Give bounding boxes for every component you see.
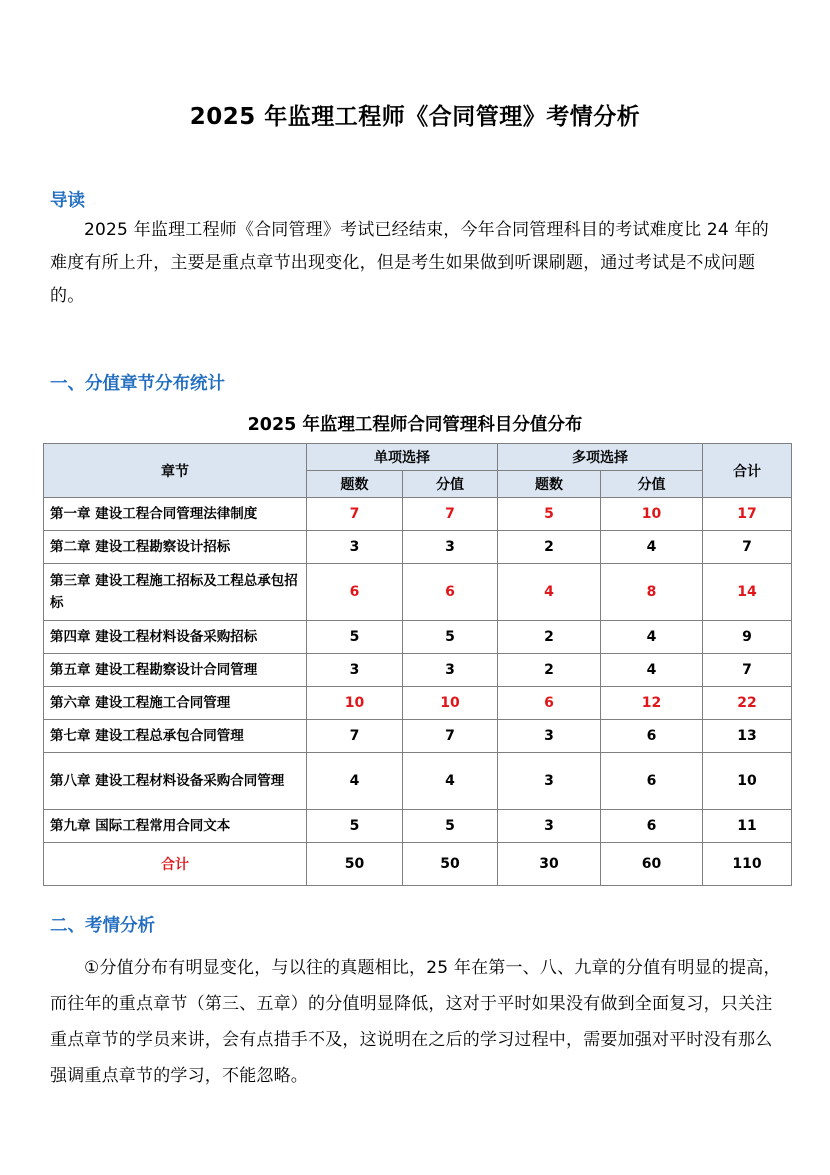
table-row	[44, 621, 792, 654]
single-count-cell: 3	[307, 531, 403, 564]
single-score-cell: 7	[403, 720, 498, 753]
header-single-choice: 单项选择	[307, 444, 498, 471]
single-count-cell: 5	[307, 621, 403, 654]
sum-single-count-cell: 50	[307, 843, 403, 886]
single-score-cell: 6	[403, 564, 498, 621]
chapter-cell: 第四章 建设工程材料设备采购招标	[44, 621, 307, 654]
header-chapter: 章节	[44, 444, 307, 498]
sum-single-score-cell: 50	[403, 843, 498, 886]
score-distribution-table	[43, 443, 792, 886]
section-heading-distribution: 一、分值章节分布统计	[50, 374, 225, 394]
multi-score-cell: 4	[601, 621, 703, 654]
multi-score-cell: 6	[601, 753, 703, 810]
header-single-score: 分值	[403, 471, 498, 498]
table-row	[44, 810, 792, 843]
table-row	[44, 687, 792, 720]
header-single-count: 题数	[307, 471, 403, 498]
table-row	[44, 498, 792, 531]
multi-count-cell: 2	[498, 531, 601, 564]
total-cell: 9	[703, 621, 792, 654]
single-score-cell: 3	[403, 531, 498, 564]
chapter-cell: 第二章 建设工程勘察设计招标	[44, 531, 307, 564]
single-count-cell: 5	[307, 810, 403, 843]
single-score-cell: 10	[403, 687, 498, 720]
total-cell: 22	[703, 687, 792, 720]
multi-count-cell: 2	[498, 621, 601, 654]
table-caption: 2025 年监理工程师合同管理科目分值分布	[247, 415, 583, 435]
single-score-cell: 7	[403, 498, 498, 531]
multi-score-cell: 8	[601, 564, 703, 621]
total-cell: 7	[703, 654, 792, 687]
single-count-cell: 4	[307, 753, 403, 810]
single-count-cell: 3	[307, 654, 403, 687]
single-count-cell: 6	[307, 564, 403, 621]
header-multi-score: 分值	[601, 471, 703, 498]
total-cell: 7	[703, 531, 792, 564]
header-multi-choice: 多项选择	[498, 444, 703, 471]
single-score-cell: 4	[403, 753, 498, 810]
total-cell: 13	[703, 720, 792, 753]
multi-count-cell: 4	[498, 564, 601, 621]
total-cell: 11	[703, 810, 792, 843]
table-row	[44, 531, 792, 564]
total-cell: 14	[703, 564, 792, 621]
chapter-cell: 第五章 建设工程勘察设计合同管理	[44, 654, 307, 687]
sum-multi-score-cell: 60	[601, 843, 703, 886]
header-total: 合计	[703, 444, 792, 498]
single-count-cell: 7	[307, 498, 403, 531]
multi-score-cell: 4	[601, 654, 703, 687]
section-heading-analysis: 二、考情分析	[50, 916, 155, 936]
page-title: 2025 年监理工程师《合同管理》考情分析	[189, 104, 641, 130]
multi-count-cell: 2	[498, 654, 601, 687]
intro-paragraph: 2025 年监理工程师《合同管理》考试已经结束，今年合同管理科目的考试难度比 24 年的难度有所上升，主要是重点章节出现变化，但是考生如果做到听课刷题，通过考试是不成问题的。	[50, 220, 769, 306]
chapter-cell: 第九章 国际工程常用合同文本	[44, 810, 307, 843]
table-total-row	[44, 843, 792, 886]
multi-score-cell: 6	[601, 810, 703, 843]
table-row	[44, 564, 792, 621]
multi-score-cell: 12	[601, 687, 703, 720]
multi-count-cell: 3	[498, 810, 601, 843]
multi-score-cell: 10	[601, 498, 703, 531]
total-cell: 17	[703, 498, 792, 531]
multi-count-cell: 3	[498, 753, 601, 810]
single-score-cell: 3	[403, 654, 498, 687]
multi-count-cell: 3	[498, 720, 601, 753]
multi-count-cell: 5	[498, 498, 601, 531]
header-multi-count: 题数	[498, 471, 601, 498]
multi-count-cell: 6	[498, 687, 601, 720]
intro-heading: 导读	[50, 191, 85, 211]
total-label-cell: 合计	[44, 843, 307, 886]
table-row	[44, 654, 792, 687]
single-count-cell: 7	[307, 720, 403, 753]
table-row	[44, 753, 792, 810]
single-count-cell: 10	[307, 687, 403, 720]
table-row	[44, 720, 792, 753]
analysis-paragraph: ①分值分布有明显变化，与以往的真题相比，25 年在第一、八、九章的分值有明显的提高，而往年的重点章节（第三、五章）的分值明显降低，这对于平时如果没有做到全面复习，只关注重点章节的学员来讲，会有点措手不及，这说明在之后的学习过程中，需要加强对平时没有那么强调重点章节的学习，不能忽略。	[50, 958, 781, 1086]
total-cell: 10	[703, 753, 792, 810]
sum-multi-count-cell: 30	[498, 843, 601, 886]
chapter-cell: 第一章 建设工程合同管理法律制度	[44, 498, 307, 531]
multi-score-cell: 6	[601, 720, 703, 753]
chapter-cell: 第六章 建设工程施工合同管理	[44, 687, 307, 720]
sum-total-cell: 110	[703, 843, 792, 886]
chapter-cell: 第八章 建设工程材料设备采购合同管理	[44, 753, 307, 810]
chapter-cell: 第三章 建设工程施工招标及工程总承包招标	[44, 564, 307, 621]
multi-score-cell: 4	[601, 531, 703, 564]
single-score-cell: 5	[403, 810, 498, 843]
chapter-cell: 第七章 建设工程总承包合同管理	[44, 720, 307, 753]
single-score-cell: 5	[403, 621, 498, 654]
